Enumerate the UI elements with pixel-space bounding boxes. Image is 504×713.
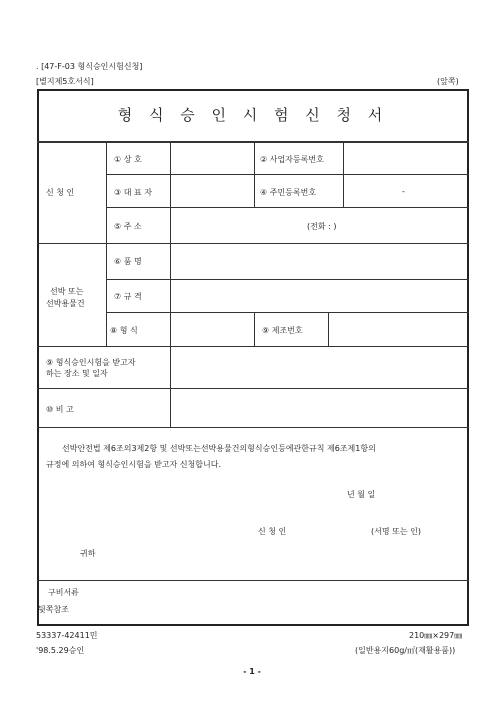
form-number: [별지제5호서식] xyxy=(36,77,94,86)
date-line: 년 월 일 xyxy=(347,490,376,499)
serial-number-label: ⑨ 제조번호 xyxy=(262,326,303,335)
test-place-label-1: ⑨ 형식승인시험을 받고자 xyxy=(46,358,136,367)
title-divider xyxy=(37,141,469,143)
form-code: . [47-F-03 형식승인시험신청] xyxy=(36,62,143,71)
page-side: (앞쪽) xyxy=(437,77,459,86)
col-line xyxy=(106,141,107,346)
resident-reg-dash: - xyxy=(402,187,405,196)
model-label: ⑧ 형 식 xyxy=(110,326,138,335)
company-name-label: ① 상 호 xyxy=(114,155,142,164)
col-line xyxy=(328,312,329,346)
row-line xyxy=(106,207,469,208)
row-line xyxy=(106,174,469,175)
attachments-value: 뒷쪽참조 xyxy=(38,605,69,614)
applicant-sign-label: 신 청 인 xyxy=(258,527,287,536)
product-section-label-1: 선박 또는 xyxy=(50,287,84,296)
row-line xyxy=(37,580,469,581)
row-line xyxy=(37,427,469,428)
statement-line-1: 선박안전법 제6조의3제2항 및 선박또는선박용물건의형식승인등에관한규칙 제6조제1항의 xyxy=(62,444,376,453)
spec-label: ⑦ 규 격 xyxy=(114,292,142,301)
phone-label: (전화 : ) xyxy=(307,222,337,231)
row-line xyxy=(106,312,469,313)
test-place-label-2: 하는 장소 및 일자 xyxy=(46,369,108,378)
resident-reg-label: ④ 주민등록번호 xyxy=(260,188,317,197)
col-line xyxy=(254,312,255,346)
address-label: ⑤ 주 소 xyxy=(114,222,142,231)
attachments-label: 구비서류 xyxy=(48,588,79,597)
business-reg-label: ② 사업자등록번호 xyxy=(260,155,324,164)
signature-label: (서명 또는 인) xyxy=(371,527,421,536)
col-line xyxy=(343,141,344,207)
product-section-label-2: 선박용물건 xyxy=(46,299,85,308)
footer-approval: '98.5.29승인 xyxy=(36,646,85,655)
footer-paper: (일반용지60g/㎡(재활용품)) xyxy=(355,646,456,655)
row-line xyxy=(106,279,469,280)
remarks-label: ⑩ 비 고 xyxy=(46,405,74,414)
row-line xyxy=(37,388,469,389)
recipient-label: 귀하 xyxy=(80,549,96,558)
footer-code: 53337-42411민 xyxy=(36,631,98,640)
form-title: 형 식 승 인 시 험 신 청 서 xyxy=(117,106,389,124)
row-line xyxy=(37,243,469,244)
footer-size: 210㎜×297㎜ xyxy=(409,631,463,640)
col-line xyxy=(254,141,255,207)
representative-label: ③ 대 표 자 xyxy=(114,188,152,197)
page-number: - 1 - xyxy=(243,667,261,676)
col-line xyxy=(170,141,171,427)
item-name-label: ⑥ 품 명 xyxy=(114,257,142,266)
row-line xyxy=(37,346,469,347)
statement-line-2: 규정에 의하여 형식승인시험을 받고자 신청합니다. xyxy=(46,460,222,469)
applicant-section-label: 신 청 인 xyxy=(46,188,75,197)
